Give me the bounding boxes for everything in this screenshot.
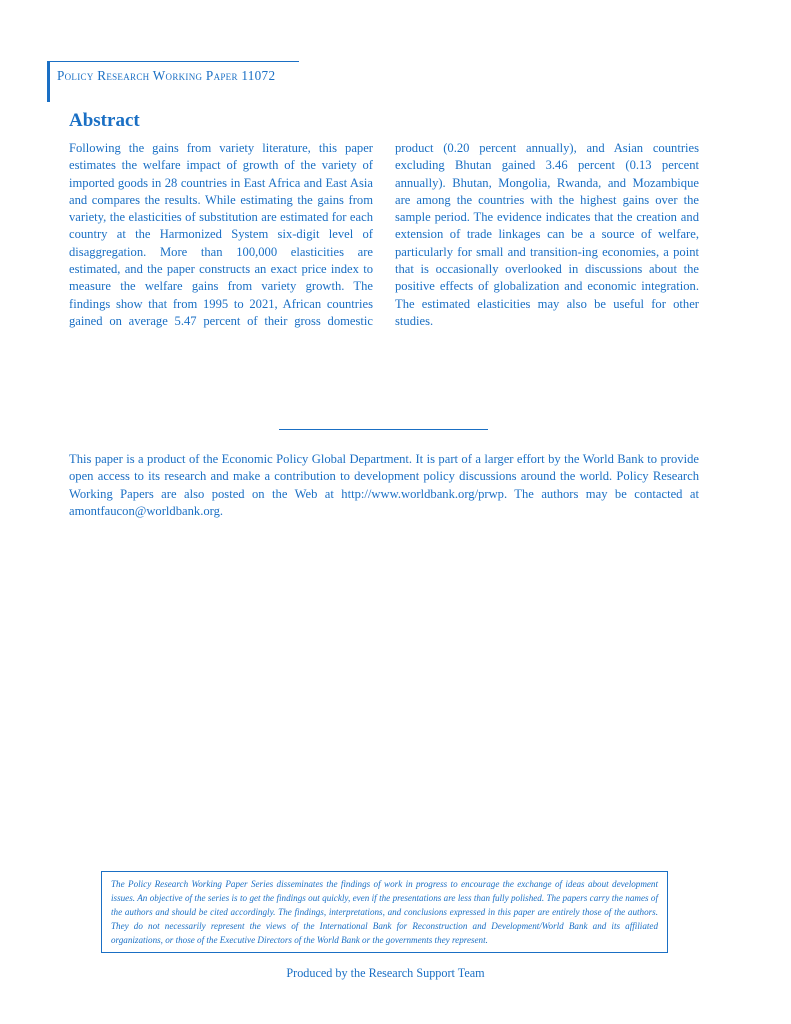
abstract-body (69, 140, 699, 335)
disclaimer-box (101, 871, 668, 953)
header-rule (47, 61, 299, 62)
abstract-heading: Abstract (69, 110, 140, 131)
header-accent-bar (47, 61, 50, 102)
product-note-paragraph: This paper is a product of the Economic Policy Global Department. It is part of a larger effort by the World Bank to provide open access to its research and make a contribution to development policy discussions around the world. Policy Research Working Papers are also posted on the Web at http://www.worldbank.org/prwp. The authors may be contacted at amontfaucon@worldbank.org. (69, 452, 699, 518)
product-note (69, 451, 699, 520)
produced-by-footer: Produced by the Research Support Team (286, 966, 485, 980)
series-label: Policy Research Working Paper 11072 (57, 68, 276, 83)
section-divider (279, 429, 488, 430)
abstract-paragraph: Following the gains from variety literature, this paper estimates the welfare impact of growth of the variety of imported goods in 28 countries in East Africa and East Asia and compares the results. While estimating the gains from variety, the elasticities of substitution are estimated for each country at the Harmonized System six-digit level of disaggregation. More than 100,000 elasticities are estimated, and the paper constructs an exact price index to measure the welfare gains from variety growth. The findings show that from 1995 to 2021, African countries gained on average 5.47 percent of their gross domestic product (0.20 percent annually), and Asian countries excluding Bhutan gained 3.46 percent (0.13 percent annually). Bhutan, Mongolia, Rwanda, and Mozambique are among the countries with the highest gains over the sample period. The evidence indicates that the creation and extension of trade linkages can be a source of welfare, particularly for small and transition-ing economies, a point that is occasionally overlooked in discussions about the positive effects of globalization and economic integration. The estimated elasticities may also be useful for other studies. (69, 141, 699, 328)
disclaimer-text: The Policy Research Working Paper Series disseminates the findings of work in progress to encourage the exchange of ideas about development issues. An objective of the series is to get the findings out quickly, even if the presentations are less than fully polished. The papers carry the names of the authors and should be cited accordingly. The findings, interpretations, and conclusions expressed in this paper are entirely those of the authors. They do not necessarily represent the views of the International Bank for Reconstruction and Development/World Bank and its affiliated organizations, or those of the Executive Directors of the World Bank or the governments they represent. (111, 879, 658, 945)
